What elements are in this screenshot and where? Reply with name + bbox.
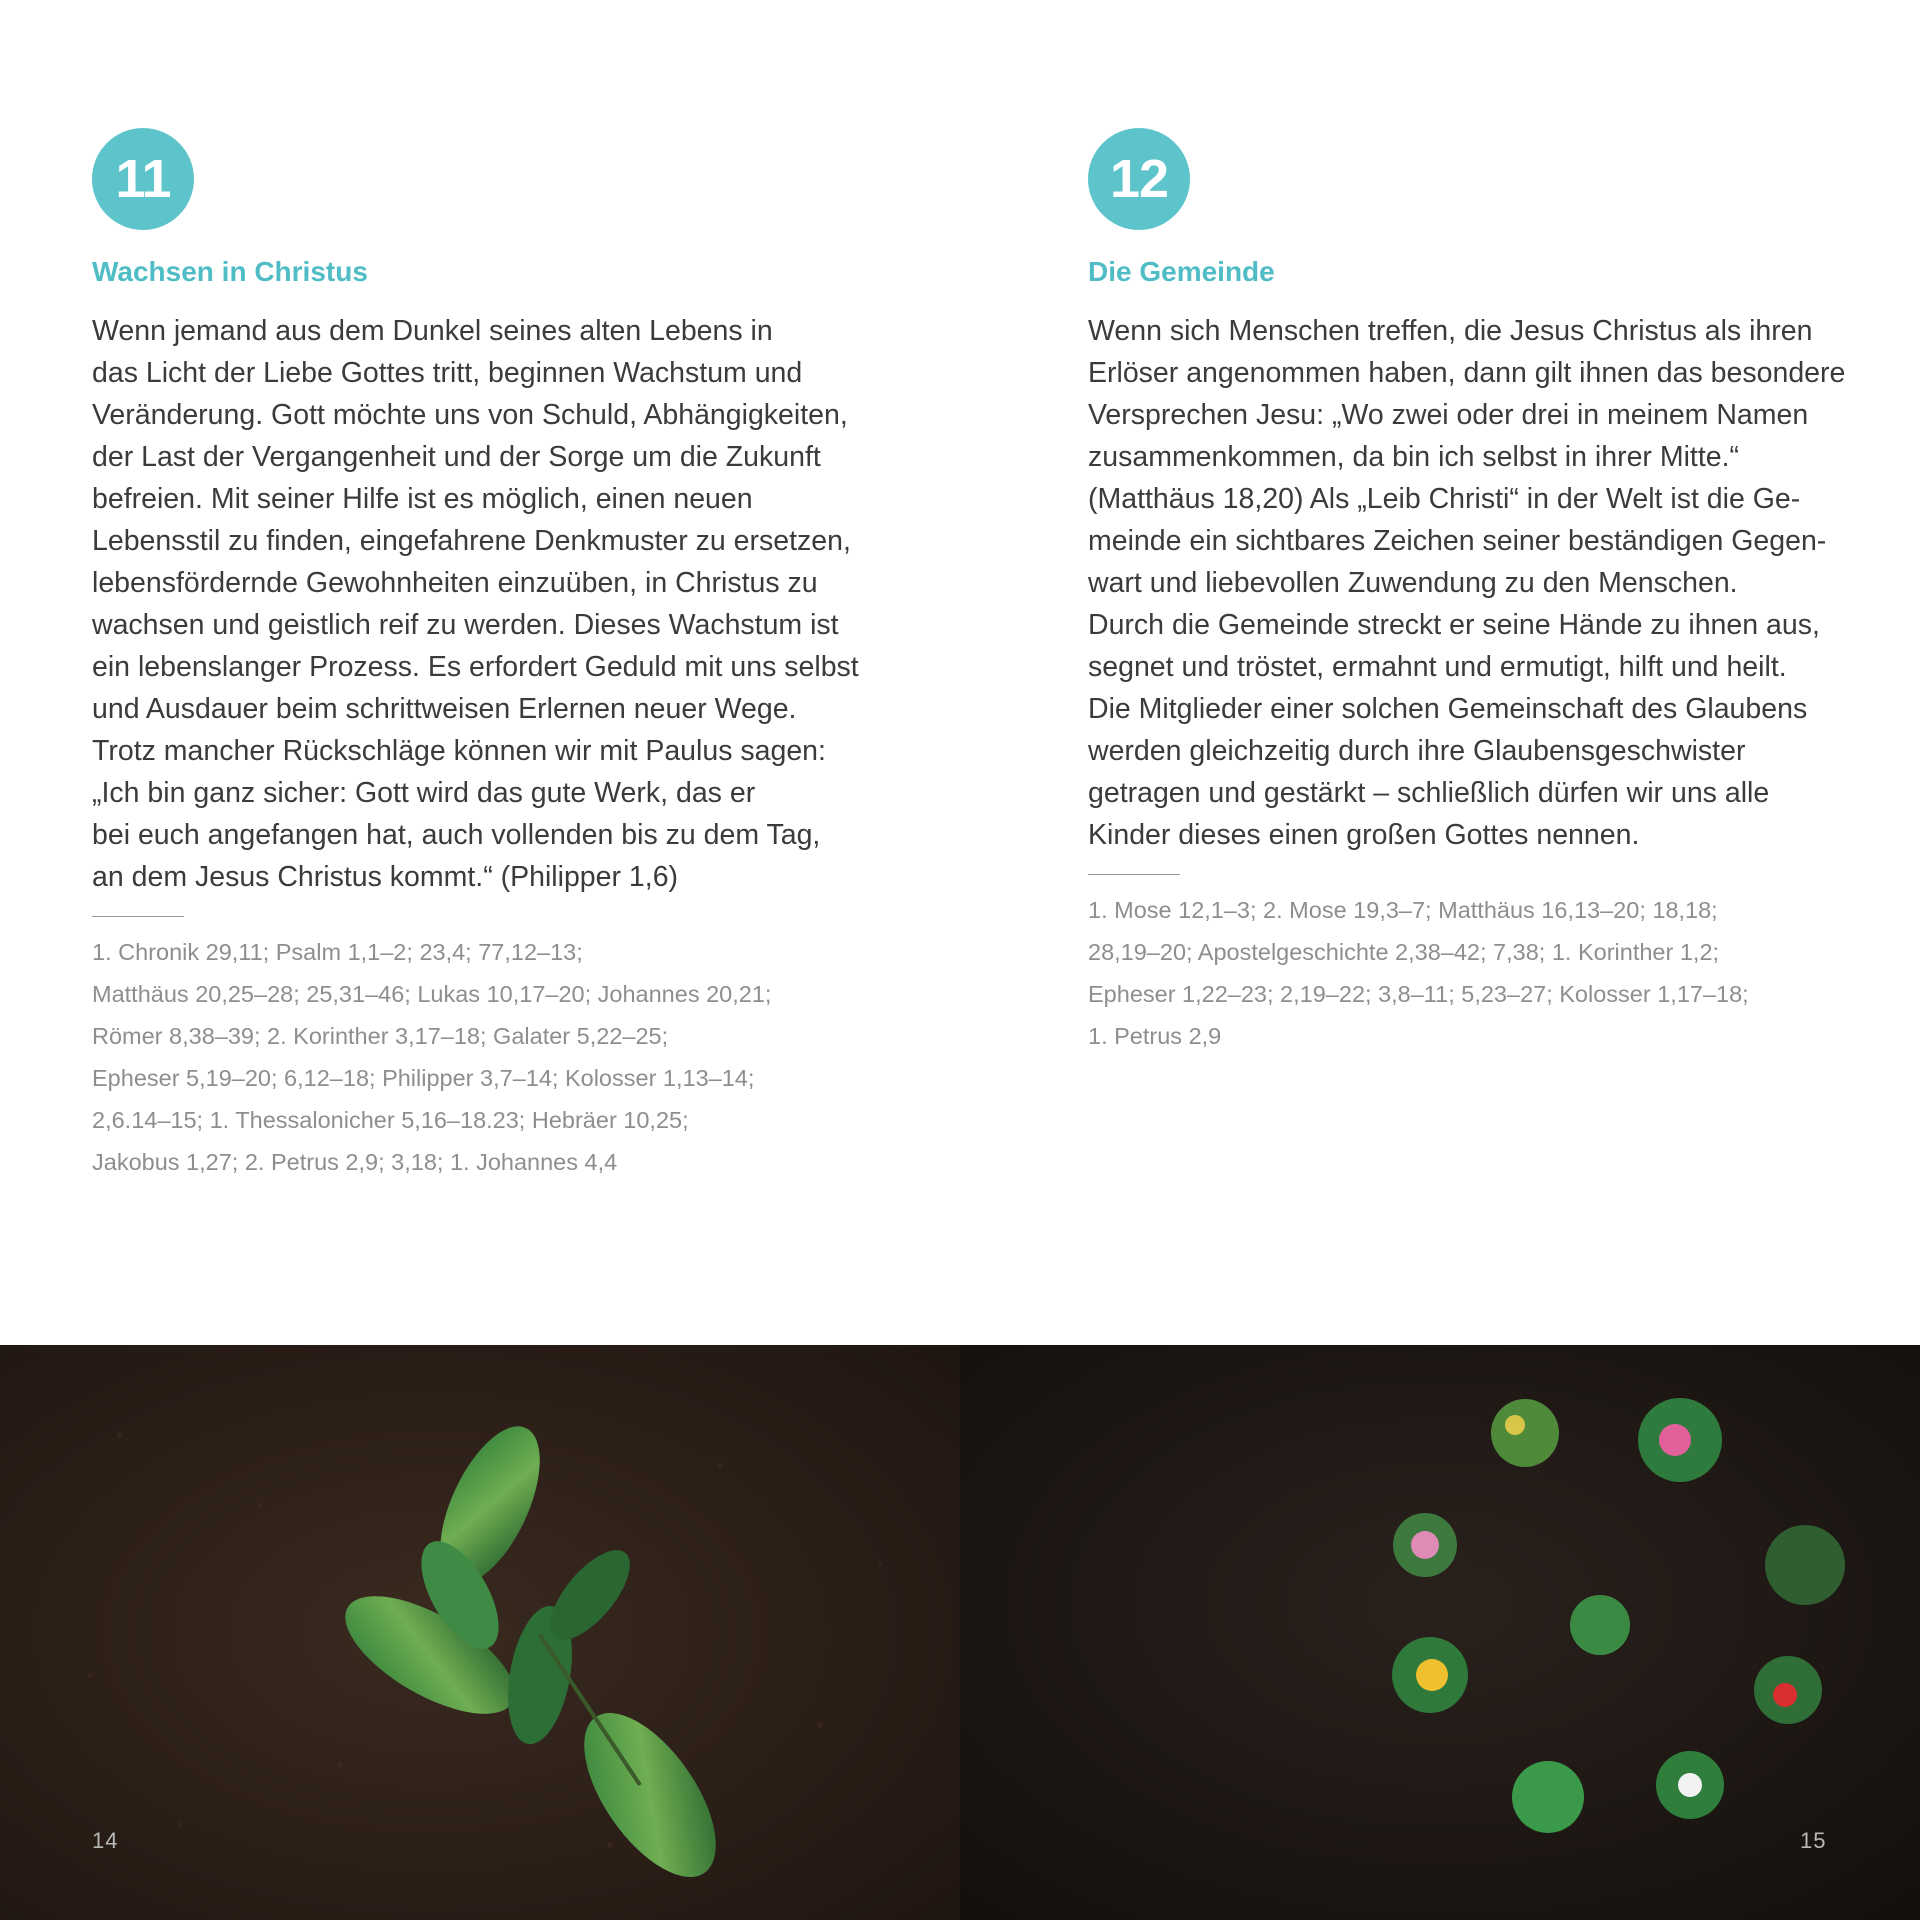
plant-photo-left (0, 1345, 960, 1920)
divider (92, 916, 184, 917)
divider (1088, 874, 1180, 875)
section-body: Wenn sich Menschen treffen, die Jesus Christus als ihren Erlöser angenommen haben, dann gilt ihnen das besondere Versprechen Jesu: „Wo zwei oder drei in meinem Namen zusammenkommen, da bin ich selbst in ihrer Mitte.“ (Matthäus 18,20) Als „Leib Christi“ in der Welt ist die Ge- meinde ein sichtbares Zeichen seiner beständigen Gegen- wart und liebevollen Zuwendung zu den Menschen. Durch die Gemeinde streckt er seine Hände zu ihnen aus, segnet und tröstet, ermahnt und ermutigt, hilft und heilt. Die Mitglieder einer solchen Gemeinschaft des Glaubens werden gleichzeitig durch ihre Glaubensgeschwister getragen und gestärkt – schließlich dürfen wir uns alle Kinder dieses einen großen Gottes nennen. (1088, 315, 1846, 851)
section-number-badge: 12 (1088, 128, 1190, 230)
bible-references: 1. Chronik 29,11; Psalm 1,1–2; 23,4; 77,12–13; Matthäus 20,25–28; 25,31–46; Lukas 10,17–20; Johannes 20,21; Römer 8,38–39; 2. Korinther 3,17–18; Galater 5,22–25; Epheser 5,19–20; 6,12–18; Philipper 3,7–14; Kolosser 1,13–14; 2,6.14–15; 1. Thessalonicher 5,16–18.23; Hebräer 10,25; Jakobus 1,27; 2. Petrus 2,9; 3,18; 1. Johannes 4,4 (92, 939, 772, 1175)
section-title: Wachsen in Christus (92, 256, 368, 287)
photo-strip (0, 1345, 1920, 1920)
bible-references: 1. Mose 12,1–3; 2. Mose 19,3–7; Matthäus 16,13–20; 18,18; 28,19–20; Apostelgeschichte 2,38–42; 7,38; 1. Korinther 1,2; Epheser 1,22–23; 2,19–22; 3,8–11; 5,23–27; Kolosser 1,17–18; 1. Petrus 2,9 (1088, 897, 1749, 1049)
section-body: Wenn jemand aus dem Dunkel seines alten Lebens in das Licht der Liebe Gottes tritt, beginnen Wachstum und Veränderung. Gott möchte uns von Schuld, Abhängigkeiten, der Last der Vergangenheit und der Sorge um die Zukunft befreien. Mit seiner Hilfe ist es möglich, einen neuen Lebensstil zu finden, eingefahrene Denkmuster zu ersetzen, lebensfördernde Gewohnheiten einzuüben, in Christus zu wachsen und geistlich reif zu werden. Dieses Wachstum ist ein lebenslanger Prozess. Es erfordert Geduld mit uns selbst und Ausdauer beim schrittweisen Erlernen neuer Wege. Trotz mancher Rückschläge können wir mit Paulus sagen: „Ich bin ganz sicher: Gott wird das gute Werk, das er bei euch angefangen hat, auch vollenden bis zu dem Tag, an dem Jesus Christus kommt.“ (Philipper 1,6) (92, 315, 859, 893)
section-12 (1088, 128, 1868, 1057)
page-number-left: 14 (92, 1828, 119, 1853)
section-title: Die Gemeinde (1088, 256, 1275, 287)
plants-photo-right (960, 1345, 1920, 1920)
page-number-right: 15 (1800, 1828, 1827, 1853)
section-11 (92, 128, 872, 1183)
section-number-badge: 11 (92, 128, 194, 230)
